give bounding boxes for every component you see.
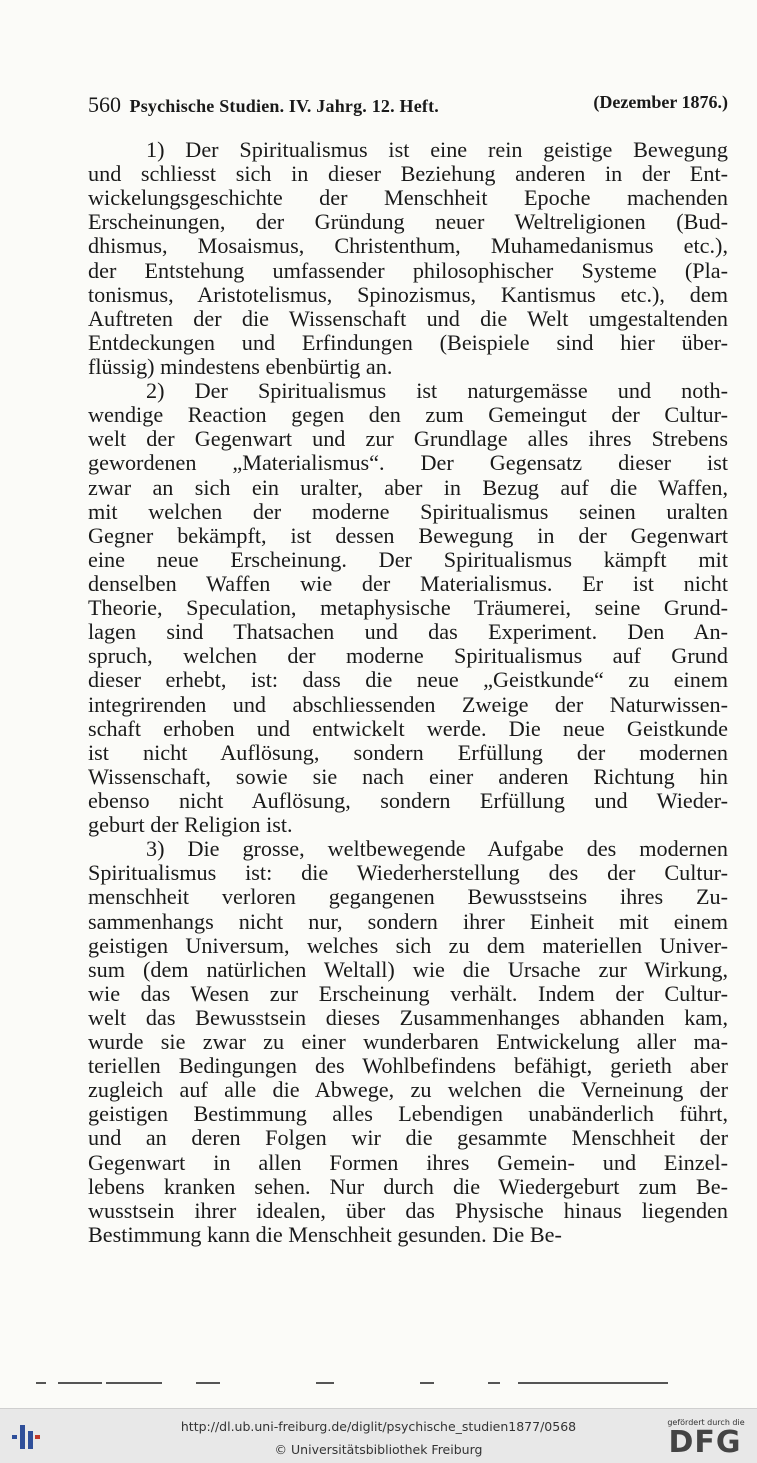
text-line: dieser erhebt, ist: dass die neue „Geistkunde“ zu einem — [88, 667, 728, 693]
text-line: sum (dem natürlichen Weltall) wie die Ursache zur Wirkung, — [88, 956, 728, 982]
text-line: welt das Bewusstsein dieses Zusammenhanges abhanden kam, — [88, 1004, 728, 1030]
text-line: mit welchen der moderne Spiritualismus seinen uralten — [88, 498, 728, 524]
text-line: wendige Reaction gegen den zum Gemeingut der Cultur- — [88, 402, 728, 428]
body-text — [88, 138, 728, 1247]
journal-title: Psychische Studien. — [129, 96, 285, 116]
text-line: ebenso nicht Auflösung, sondern Erfüllung und Wieder- — [88, 787, 728, 813]
text-line: flüssig) mindestens ebenbürtig an. — [88, 353, 393, 379]
viewer-footer — [0, 1408, 757, 1463]
text-line: Auftreten der die Wissenschaft und die Welt umgestaltenden — [88, 305, 728, 331]
text-line: menschheit verloren gegangenen Bewusstseins ihres Zu- — [88, 884, 728, 910]
text-line: wie das Wesen zur Erscheinung verhält. Indem der Cultur- — [88, 980, 728, 1006]
dfg-logo-icon: DFG — [668, 1425, 742, 1460]
volume-info: IV. Jahrg. 12. Heft. — [288, 96, 439, 116]
text-line: integrirenden und abschliessenden Zweige der Naturwissen- — [88, 691, 728, 717]
text-line: wusstsein ihrer idealen, über das Physische hinaus liegenden — [88, 1197, 728, 1223]
text-line: Spiritualismus ist: die Wiederherstellung des der Cultur- — [88, 860, 728, 886]
text-line: Theorie, Speculation, metaphysische Träumerei, seine Grund- — [88, 595, 728, 621]
text-line: zwar an sich ein uralter, aber in Bezug auf die Waffen, — [88, 474, 728, 500]
text-line: Bestimmung kann die Menschheit gesunden. Die Be- — [88, 1221, 562, 1247]
running-header — [88, 92, 728, 118]
text-line: denselben Waffen wie der Materialismus. Er ist nicht — [88, 570, 728, 596]
text-line: eine neue Erscheinung. Der Spiritualismus kämpft mit — [88, 546, 728, 572]
text-line: Entdeckungen und Erfindungen (Beispiele sind hier über- — [88, 329, 728, 355]
copyright-text: © Universitätsbibliothek Freiburg — [274, 1442, 483, 1457]
text-line: Gegenwart in allen Formen ihres Gemein- und Einzel- — [88, 1149, 728, 1175]
text-line: wurde sie zwar zu einer wunderbaren Entwickelung aller ma- — [88, 1029, 728, 1055]
text-line: wickelungsgeschichte der Menschheit Epoche machenden — [88, 185, 728, 211]
text-line: geistigen Universum, welches sich zu dem materiellen Univer- — [88, 932, 728, 958]
text-line: schaft erhoben und entwickelt werde. Die neue Geistkunde — [88, 715, 728, 741]
text-line: zugleich auf alle die Abwege, zu welchen die Verneinung der — [88, 1077, 728, 1103]
text-line: teriellen Bedingungen des Wohlbefindens befähigt, gerieth aber — [88, 1053, 728, 1079]
text-line: und an deren Folgen wir die gesammte Menschheit der — [88, 1125, 728, 1151]
text-line: 1) Der Spiritualismus ist eine rein geistige Bewegung — [146, 137, 728, 162]
scan-artifact-marks — [0, 1376, 757, 1390]
text-line: 2) Der Spiritualismus ist naturgemässe und noth- — [146, 378, 728, 404]
text-line: spruch, welchen der moderne Spiritualismus auf Grund — [88, 643, 728, 669]
text-line: lagen sind Thatsachen und das Experiment. Den An- — [88, 619, 728, 645]
text-line: 3) Die grosse, weltbewegende Aufgabe des modernen — [146, 836, 728, 862]
text-line: geistigen Bestimmung alles Lebendigen unabänderlich führt, — [88, 1101, 728, 1127]
text-line: welt der Gegenwart und zur Grundlage alles ihres Strebens — [88, 426, 728, 452]
source-url-link[interactable]: http://dl.ub.uni-freiburg.de/diglit/psychische_studien1877/0568 — [180, 1419, 577, 1434]
text-line: lebens kranken sehen. Nur durch die Wiedergeburt zum Be- — [88, 1173, 728, 1199]
text-line: der Entstehung umfassender philosophischer Systeme (Pla- — [88, 257, 728, 283]
funding-note: gefördert durch die — [667, 1418, 745, 1427]
text-line: dhismus, Mosaismus, Christenthum, Muhamedanismus etc.), — [88, 233, 728, 259]
text-line: gewordenen „Materialismus“. Der Gegensatz dieser ist — [88, 450, 728, 476]
page-number: 560 — [88, 92, 121, 117]
text-line: geburt der Religion ist. — [88, 812, 293, 838]
text-line: tonismus, Aristotelismus, Spinozismus, Kantismus etc.), dem — [88, 281, 728, 307]
text-line: Wissenschaft, sowie sie nach einer anderen Richtung hin — [88, 763, 728, 789]
text-line: sammenhangs nicht nur, sondern ihrer Einheit mit einem — [88, 908, 728, 934]
text-line: Erscheinungen, der Gründung neuer Weltreligionen (Bud- — [88, 209, 728, 235]
text-line: und schliesst sich in dieser Beziehung anderen in der Ent- — [88, 161, 728, 187]
text-line: Gegner bekämpft, ist dessen Bewegung in der Gegenwart — [88, 522, 728, 548]
issue-date: (Dezember 1876.) — [593, 92, 728, 112]
text-line: ist nicht Auflösung, sondern Erfüllung der modernen — [88, 739, 728, 765]
